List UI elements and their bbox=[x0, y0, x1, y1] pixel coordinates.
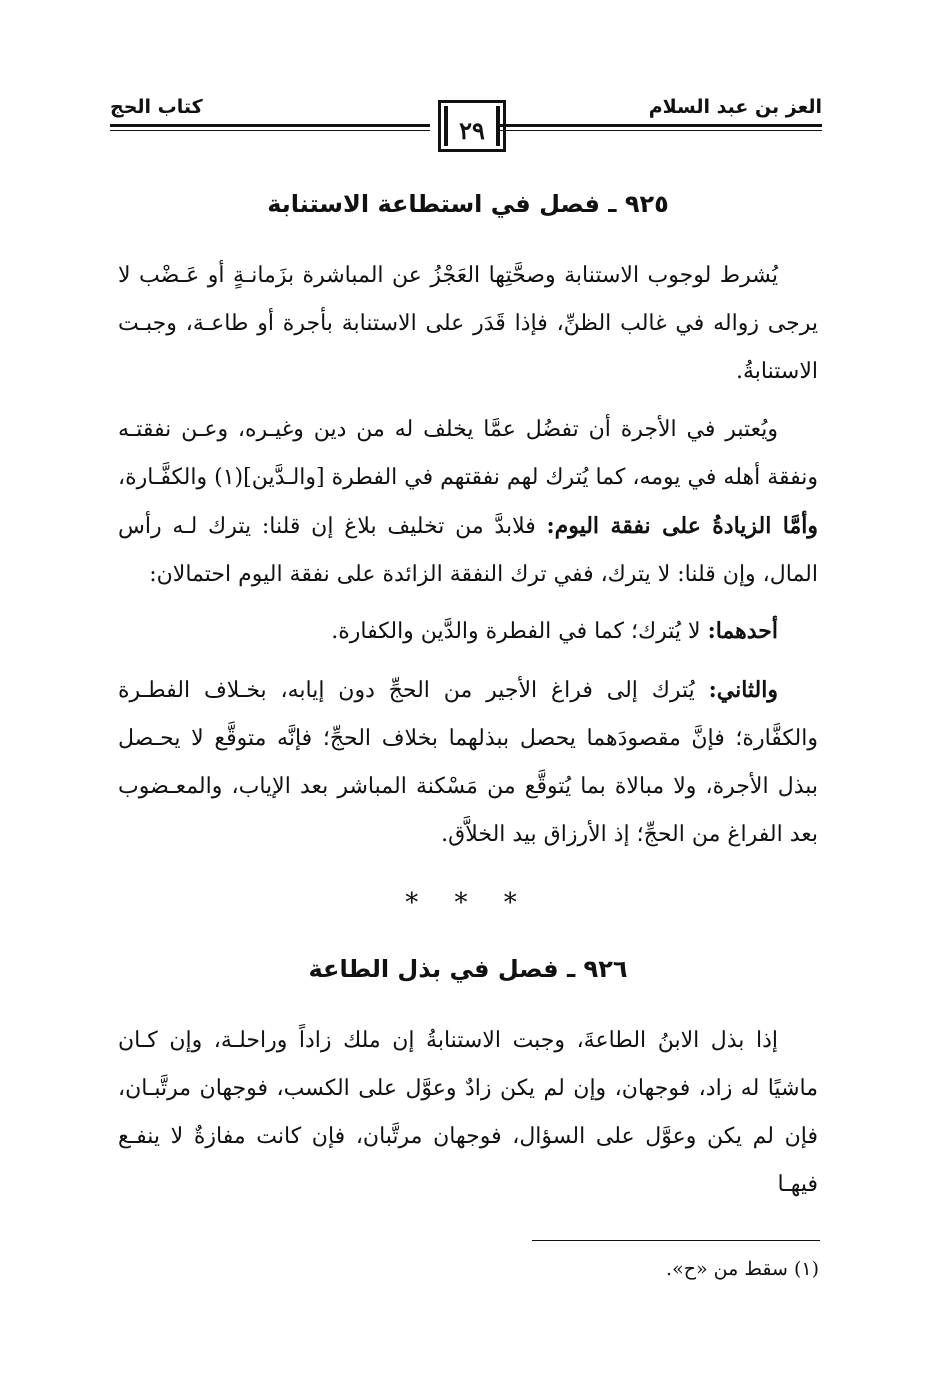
paragraph bbox=[118, 1017, 818, 1209]
paragraph-text: فلابدَّ من تخليف بلاغ إن قلنا: يترك لـه رأس المال، وإن قلنا: لا يترك، ففي ترك النفقة الزائدة على نفقة اليوم احتمالان: bbox=[118, 514, 818, 587]
paragraph-text: إذا بذل الابنُ الطاعةَ، وجبت الاستنابةُ إن ملك زاداً وراحلـة، وإن كـان ماشيًا له زاد، فوجهان، وإن لم يكن زادٌ وعوَّل على الكسب، فوجهان مرتَّبـان، فإن لم يكن وعوَّل على السؤال، فوجهان مرتَّبان، فإن كانت مفازةٌ لا ينفـع فيهـا bbox=[118, 1028, 818, 1197]
section-heading-925: ٩٢٥ ـ فصل في استطاعة الاستنابة bbox=[267, 190, 669, 218]
footnote-number: (١) bbox=[793, 1258, 819, 1280]
paragraph bbox=[118, 666, 818, 859]
paragraph-text: يُشرط لوجوب الاستنابة وصحَّتِها العَجْزُ عن المباشرة بزَمانـةٍ أو عَـضْب لا يرجى زواله في غالب الظنِّ، فإذا قَدَر على الاستنابة بأجرة أو طاعـة، وجبـت الاستنابةُ. bbox=[118, 263, 818, 384]
paragraph-text: ويُعتبر في الأجرة أن تفضُل عمَّا يخلف له من دين وغيـره، وعـن نفقتـه ونفقة أهله في يومه، كما يُترك لهم نفقتهم في الفطرة [والـدَّين](١) والكفَّـارة، bbox=[118, 417, 818, 490]
paragraph bbox=[118, 607, 818, 656]
author-name: العز بن عبد السلام bbox=[648, 96, 822, 118]
page-number: ٢٩ bbox=[459, 116, 485, 145]
paragraph-bold-lead: والثاني: bbox=[708, 677, 778, 703]
paragraph-text: لا يُترك؛ كما في الفطرة والدَّين والكفارة. bbox=[331, 619, 708, 644]
page-body bbox=[118, 180, 818, 1219]
header-rule-left bbox=[110, 124, 430, 127]
page-number-box bbox=[438, 100, 506, 152]
paragraph bbox=[118, 252, 818, 396]
header-rule-right bbox=[500, 124, 822, 127]
book-title: كتاب الحج bbox=[110, 96, 203, 118]
section-separator: * * * bbox=[405, 888, 531, 918]
paragraph bbox=[118, 406, 818, 599]
section-heading-926: ٩٢٦ ـ فصل في بذل الطاعة bbox=[308, 955, 628, 983]
paragraph-bold-lead: أحدهما: bbox=[707, 618, 778, 644]
page-header bbox=[110, 92, 822, 172]
header-rule-right-thin bbox=[500, 130, 822, 131]
footnote bbox=[666, 1258, 819, 1280]
footnote-divider bbox=[532, 1240, 820, 1241]
footnote-text: سقط من «ح». bbox=[666, 1258, 788, 1280]
paragraph-bold-lead: وأمَّا الزيادةُ على نفقة اليوم: bbox=[546, 513, 818, 539]
paragraph-text: يُترك إلى فراغ الأجير من الحجِّ دون إيابه، بخـلاف الفطـرة والكفَّارة؛ فإنَّ مقصودَهما يحصل ببذلهما بخلاف الحجِّ؛ فإنَّه متوقَّع لا يحـصل ببذل الأجرة، ولا مبالاة بما يُتوقَّع من مَسْكنة المباشر بعد الإياب، والمعـضوب بعد الفراغ من الحجِّ؛ إذ الأرزاق بيد الخلاَّق. bbox=[118, 678, 818, 847]
header-rule-left-thin bbox=[110, 130, 430, 131]
